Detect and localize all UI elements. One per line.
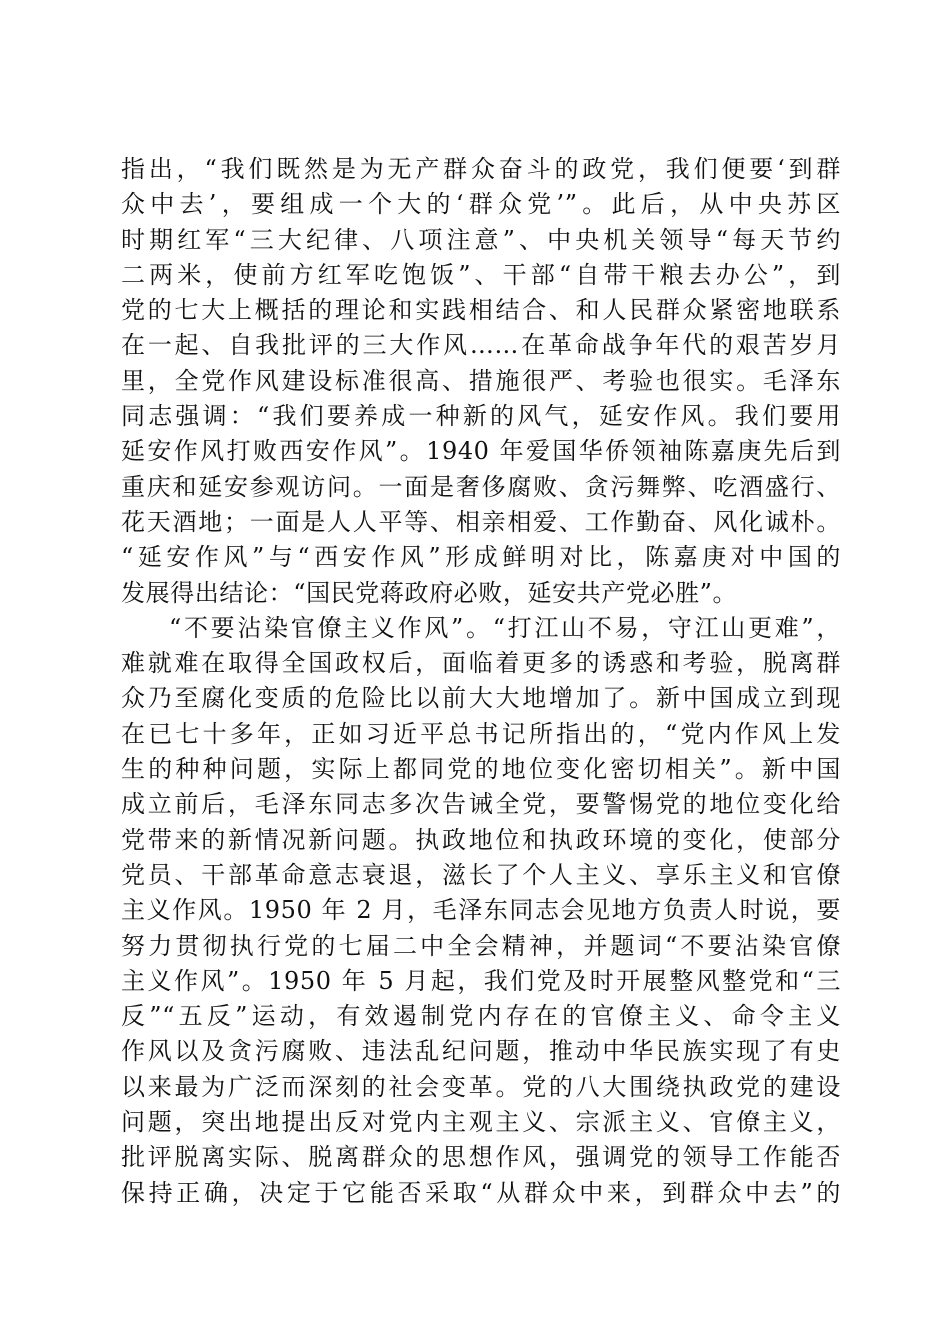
- text-line: 延安作风打败西安作风”。1940 年爱国华侨领袖陈嘉庚先后到: [121, 437, 841, 466]
- text-line: 难就难在取得全国政权后，面临着更多的诱惑和考验，脱离群: [121, 649, 841, 678]
- text-line: 指出，“我们既然是为无产群众奋斗的政党，我们便要‘到群: [121, 155, 841, 183]
- text-line: 党的七大上概括的理论和实践相结合、和人民群众紧密地联系: [121, 296, 841, 325]
- text-line: 批评脱离实际、脱离群众的思想作风，强调党的领导工作能否: [121, 1143, 841, 1172]
- text-line: 重庆和延安参观访问。一面是奢侈腐败、贪污舞弊、吃酒盛行、: [121, 472, 841, 501]
- text-line: 时期红军“三大纪律、八项注意”、中央机关领导“每天节约: [121, 225, 841, 254]
- text-line: 发展得出结论：“国民党蒋政府必败，延安共产党必胜”。: [121, 578, 738, 607]
- text-line: 反”“五反”运动，有效遏制党内存在的官僚主义、命令主义: [121, 1002, 841, 1031]
- text-line: 以来最为广泛而深刻的社会变革。党的八大围绕执政党的建设: [121, 1072, 841, 1101]
- text-line: 成立前后，毛泽东同志多次告诫全党，要警惕党的地位变化给: [121, 790, 841, 819]
- text-line: 生的种种问题，实际上都同党的地位变化密切相关”。新中国: [121, 755, 841, 784]
- text-line: 主义作风”。1950 年 5 月起，我们党及时开展整风整党和“三: [121, 966, 841, 995]
- text-line: 众乃至腐化变质的危险比以前大大地增加了。新中国成立到现: [121, 684, 841, 713]
- text-line: 同志强调：“我们要养成一种新的风气，延安作风。我们要用: [121, 402, 841, 431]
- text-line: 花天酒地；一面是人人平等、相亲相爱、工作勤奋、风化诚朴。: [121, 507, 841, 536]
- paragraph-2: [121, 611, 841, 1211]
- text-line: 党带来的新情况新问题。执政地位和执政环境的变化，使部分: [121, 825, 841, 854]
- text-line: 二两米，使前方红军吃饱饭”、干部“自带干粮去办公”，到: [121, 260, 841, 289]
- text-line: 在已七十多年，正如习近平总书记所指出的，“党内作风上发: [121, 719, 841, 748]
- text-line: 党员、干部革命意志衰退，滋长了个人主义、享乐主义和官僚: [121, 860, 841, 889]
- body-text: [121, 152, 841, 1211]
- text-line: 里，全党作风建设标准很高、措施很严、考验也很实。毛泽东: [121, 366, 841, 395]
- text-line: 保持正确，决定于它能否采取“从群众中来，到群众中去”的: [121, 1178, 841, 1207]
- text-line: 主义作风。1950 年 2 月，毛泽东同志会见地方负责人时说，要: [121, 896, 841, 925]
- text-line: “不要沾染官僚主义作风”。“打江山不易，守江山更难”，: [169, 613, 841, 642]
- text-line: 众中去’，要组成一个大的‘群众党’”。此后，从中央苏区: [121, 190, 841, 219]
- text-line: “延安作风”与“西安作风”形成鲜明对比，陈嘉庚对中国的: [121, 543, 841, 572]
- text-line: 在一起、自我批评的三大作风……在革命战争年代的艰苦岁月: [121, 331, 841, 360]
- text-line: 作风以及贪污腐败、违法乱纪问题，推动中华民族实现了有史: [121, 1037, 841, 1066]
- text-line: 问题，突出地提出反对党内主观主义、宗派主义、官僚主义，: [121, 1108, 841, 1137]
- paragraph-1: [121, 152, 841, 611]
- text-line: 努力贯彻执行党的七届二中全会精神，并题词“不要沾染官僚: [121, 931, 841, 960]
